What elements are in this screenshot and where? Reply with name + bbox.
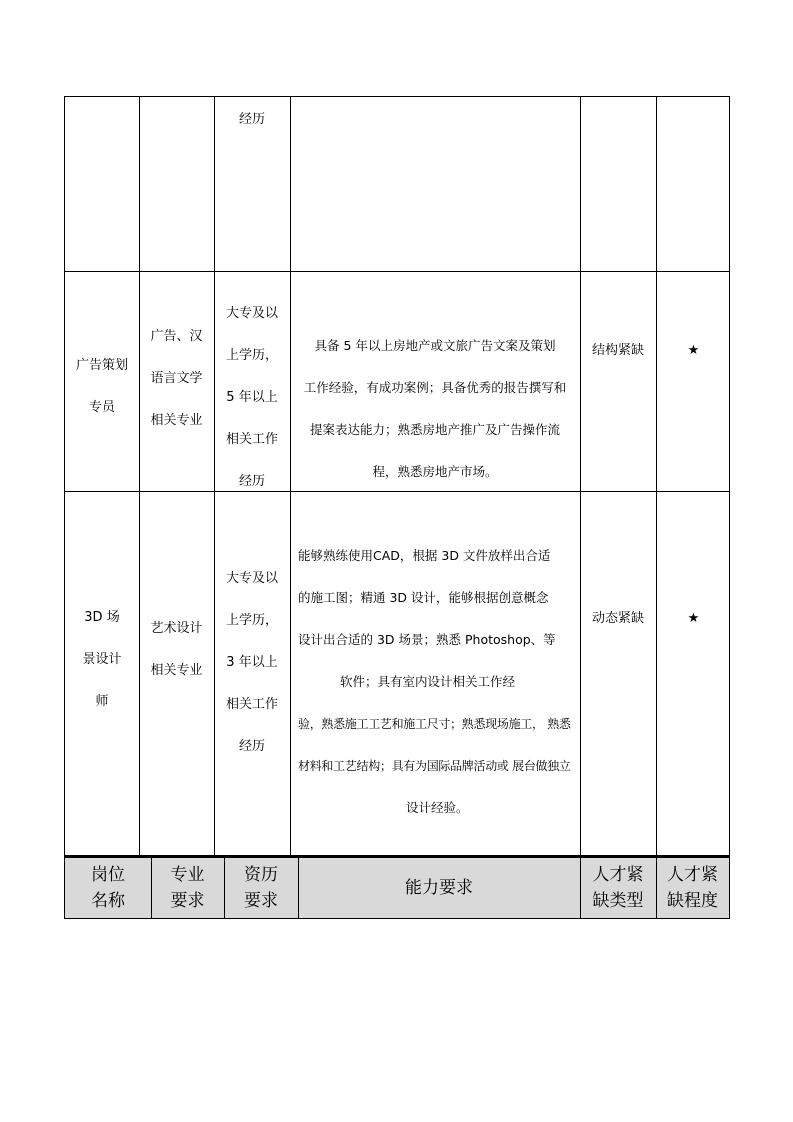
star-icon: ★ (687, 611, 700, 626)
table-header (64, 856, 730, 919)
row2-major: 广告、汉 语言文学 相关专业 (150, 329, 203, 428)
row3-title: 3D 场 景设计 师 (82, 610, 122, 709)
row3-type: 动态紧缺 (591, 611, 644, 626)
row1-edu: 经历 (238, 112, 265, 127)
header-major: 专业 要求 (170, 865, 205, 911)
row2-title: 广告策划 专员 (75, 358, 128, 415)
talent-table (64, 96, 730, 856)
row2-type: 结构紧缺 (591, 343, 644, 358)
header-type: 人才紧 缺类型 (592, 865, 644, 911)
header-degree: 人才紧 缺程度 (667, 865, 718, 911)
header-ability: 能力要求 (405, 878, 473, 898)
row2-ability: 具备 5 年以上房地产或文旅广告文案及策划 工作经验，有成功案例；具备优秀的报告撰写和 提案表达能力；熟悉房地产推广及广告操作流 程，熟悉房地产市场。 (303, 338, 567, 479)
row3-major: 艺术设计 相关专业 (150, 621, 203, 678)
row2-edu: 大专及以 上学历， 5 年以上 相关工作 经历 (225, 306, 278, 489)
row3-edu: 大专及以 上学历， 3 年以上 相关工作 经历 (225, 571, 278, 754)
row3-ability: 能够熟练使用CAD，根据 3D 文件放样出合适 的施工图；精通 3D 设计，能够根据创意概念 设计出合适的 3D 场景；熟悉 Photoshop、等 软件；具有室内设计相关工作经 验，熟悉施工工艺和施工尺寸；熟悉现场施工， 熟悉 材料和工艺结构；具有为国际品牌活动或 展台做独立 设计经验。 (298, 548, 571, 815)
header-title: 岗位 名称 (91, 865, 125, 911)
row3-degree (656, 608, 731, 629)
star-icon: ★ (687, 343, 700, 358)
row2-degree (656, 340, 731, 361)
header-edu: 资历 要求 (244, 865, 278, 911)
